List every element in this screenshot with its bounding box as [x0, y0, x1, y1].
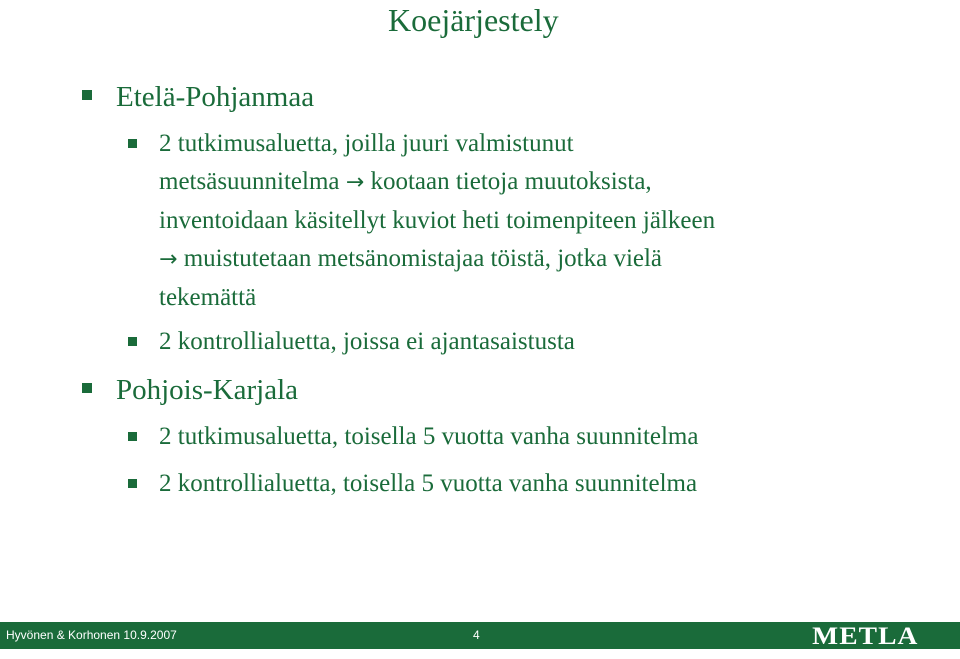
square-bullet-icon [82, 383, 92, 393]
line-part: muistutetaan metsänomistajaa töistä, jotka vielä [183, 245, 663, 272]
arrow-right-icon: → [159, 247, 178, 272]
footer-author-date: Hyvönen & Korhonen 10.9.2007 [6, 628, 177, 642]
line: inventoidaan käsitellyt kuviot heti toimenpiteen jälkeen [159, 207, 716, 234]
line: 2 kontrollialuetta, joissa ei ajantasaistusta [159, 328, 575, 355]
square-bullet-icon [128, 479, 137, 488]
metla-logo: METLA [812, 623, 919, 650]
line-part: kootaan tietoja muutoksista, [370, 168, 652, 195]
slide-title: Koejärjestely [388, 2, 559, 38]
square-bullet-icon [82, 90, 92, 100]
line: 2 tutkimusaluetta, joilla juuri valmistunut [159, 130, 574, 157]
line [159, 163, 928, 202]
sub-bullet-kontrollialueet-ep [128, 323, 928, 361]
bullet-label: Pohjois-Karjala [116, 374, 299, 406]
line [159, 240, 928, 279]
line: 2 kontrollialuetta, toisella 5 vuotta vanha suunnitelma [159, 470, 698, 497]
line-part: metsäsuunnitelma [159, 168, 340, 195]
square-bullet-icon [128, 139, 137, 148]
sub-bullet-tutkimusalueet-pk [128, 418, 928, 456]
sub-bullet-tutkimusalueet-ep [128, 125, 928, 317]
square-bullet-icon [128, 432, 137, 441]
arrow-right-icon: → [345, 170, 365, 195]
line: tekemättä [159, 284, 257, 311]
line: 2 tutkimusaluetta, toisella 5 vuotta vanha suunnitelma [159, 423, 699, 450]
square-bullet-icon [128, 337, 137, 346]
bullet-label: Etelä-Pohjanmaa [116, 81, 315, 113]
page-number: 4 [473, 628, 480, 642]
sub-bullet-kontrollialueet-pk [128, 465, 928, 503]
